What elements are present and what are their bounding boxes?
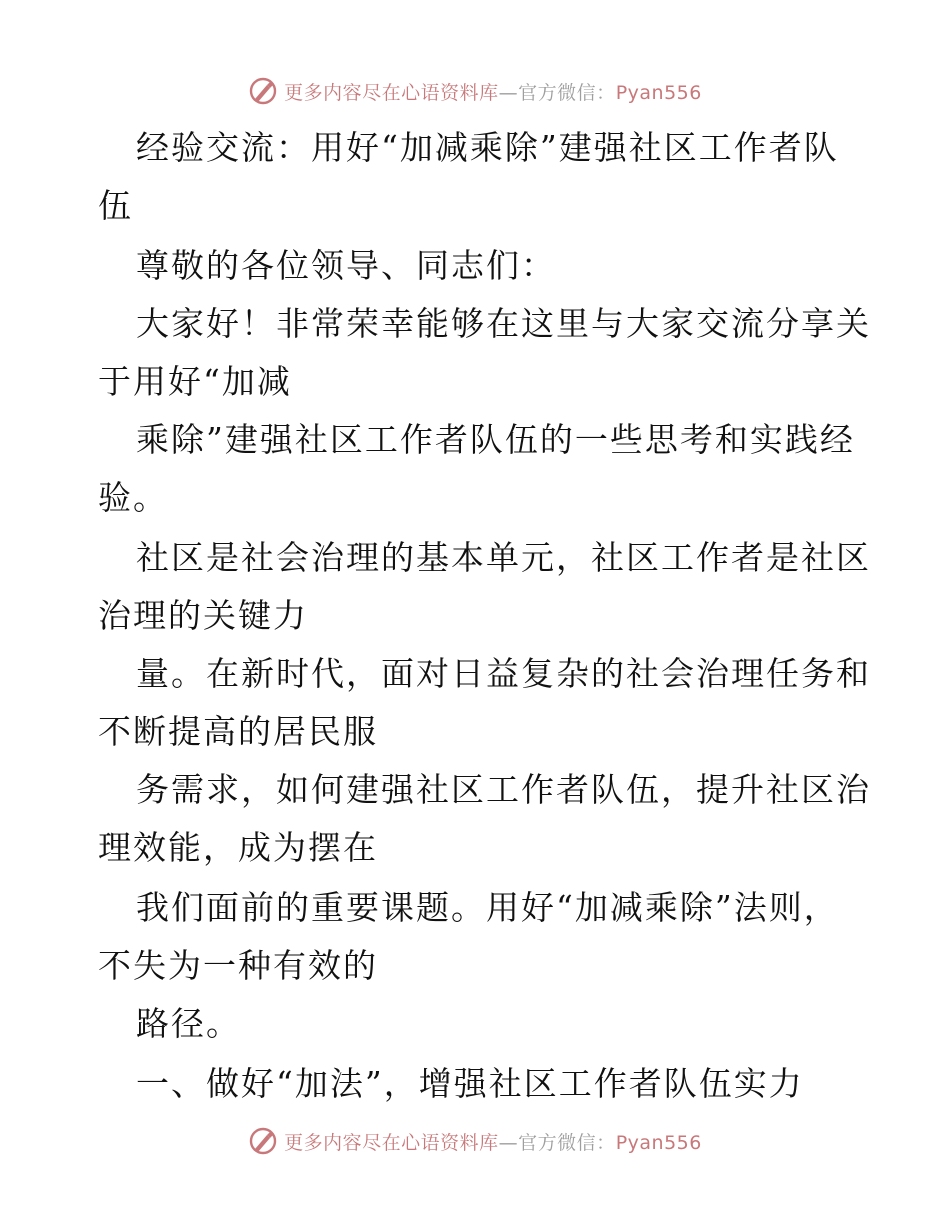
watermark-wechat-id: Pyan556 [615, 1131, 702, 1154]
document-title-line-1: 经验交流：用好“加减乘除”建强社区工作者队 [136, 128, 839, 167]
paragraph-line: 路径。 [136, 1004, 241, 1043]
pen-logo-icon [248, 76, 278, 106]
watermark-wechat-label: 官方微信： [518, 1131, 616, 1154]
document-title-line-2: 伍 [98, 186, 133, 225]
watermark-separator: — [498, 1131, 519, 1154]
header-watermark-banner [0, 71, 950, 111]
paragraph-line: 我们面前的重要课题。用好“加减乘除”法则， [136, 888, 839, 927]
paragraph-line: 乘除”建强社区工作者队伍的一些思考和实践经 [136, 420, 855, 459]
paragraph-line: 社区是社会治理的基本单元，社区工作者是社区 [136, 538, 871, 577]
section-heading: 一、做好“加法”，增强社区工作者队伍实力 [136, 1064, 804, 1103]
watermark-wechat-label: 官方微信： [518, 81, 616, 104]
footer-watermark-banner [0, 1121, 950, 1161]
watermark-main-text: 更多内容尽在心语资料库 [284, 1131, 499, 1154]
salutation: 尊敬的各位领导、同志们： [136, 246, 556, 285]
watermark-main-text: 更多内容尽在心语资料库 [284, 81, 499, 104]
pen-logo-icon [248, 1126, 278, 1156]
watermark-wechat-id: Pyan556 [615, 81, 702, 104]
paragraph-line: 验。 [98, 478, 168, 517]
watermark-text [284, 78, 702, 105]
paragraph-line: 不断提高的居民服 [98, 712, 378, 751]
paragraph-line: 于用好“加减 [98, 362, 292, 401]
paragraph-line: 大家好！非常荣幸能够在这里与大家交流分享关 [136, 304, 871, 343]
paragraph-line: 务需求，如何建强社区工作者队伍，提升社区治 [136, 770, 871, 809]
paragraph-line: 理效能，成为摆在 [98, 828, 378, 867]
watermark-separator: — [498, 81, 519, 104]
watermark-text [284, 1128, 702, 1155]
paragraph-line: 不失为一种有效的 [98, 946, 378, 985]
paragraph-line: 量。在新时代，面对日益复杂的社会治理任务和 [136, 654, 871, 693]
paragraph-line: 治理的关键力 [98, 596, 308, 635]
